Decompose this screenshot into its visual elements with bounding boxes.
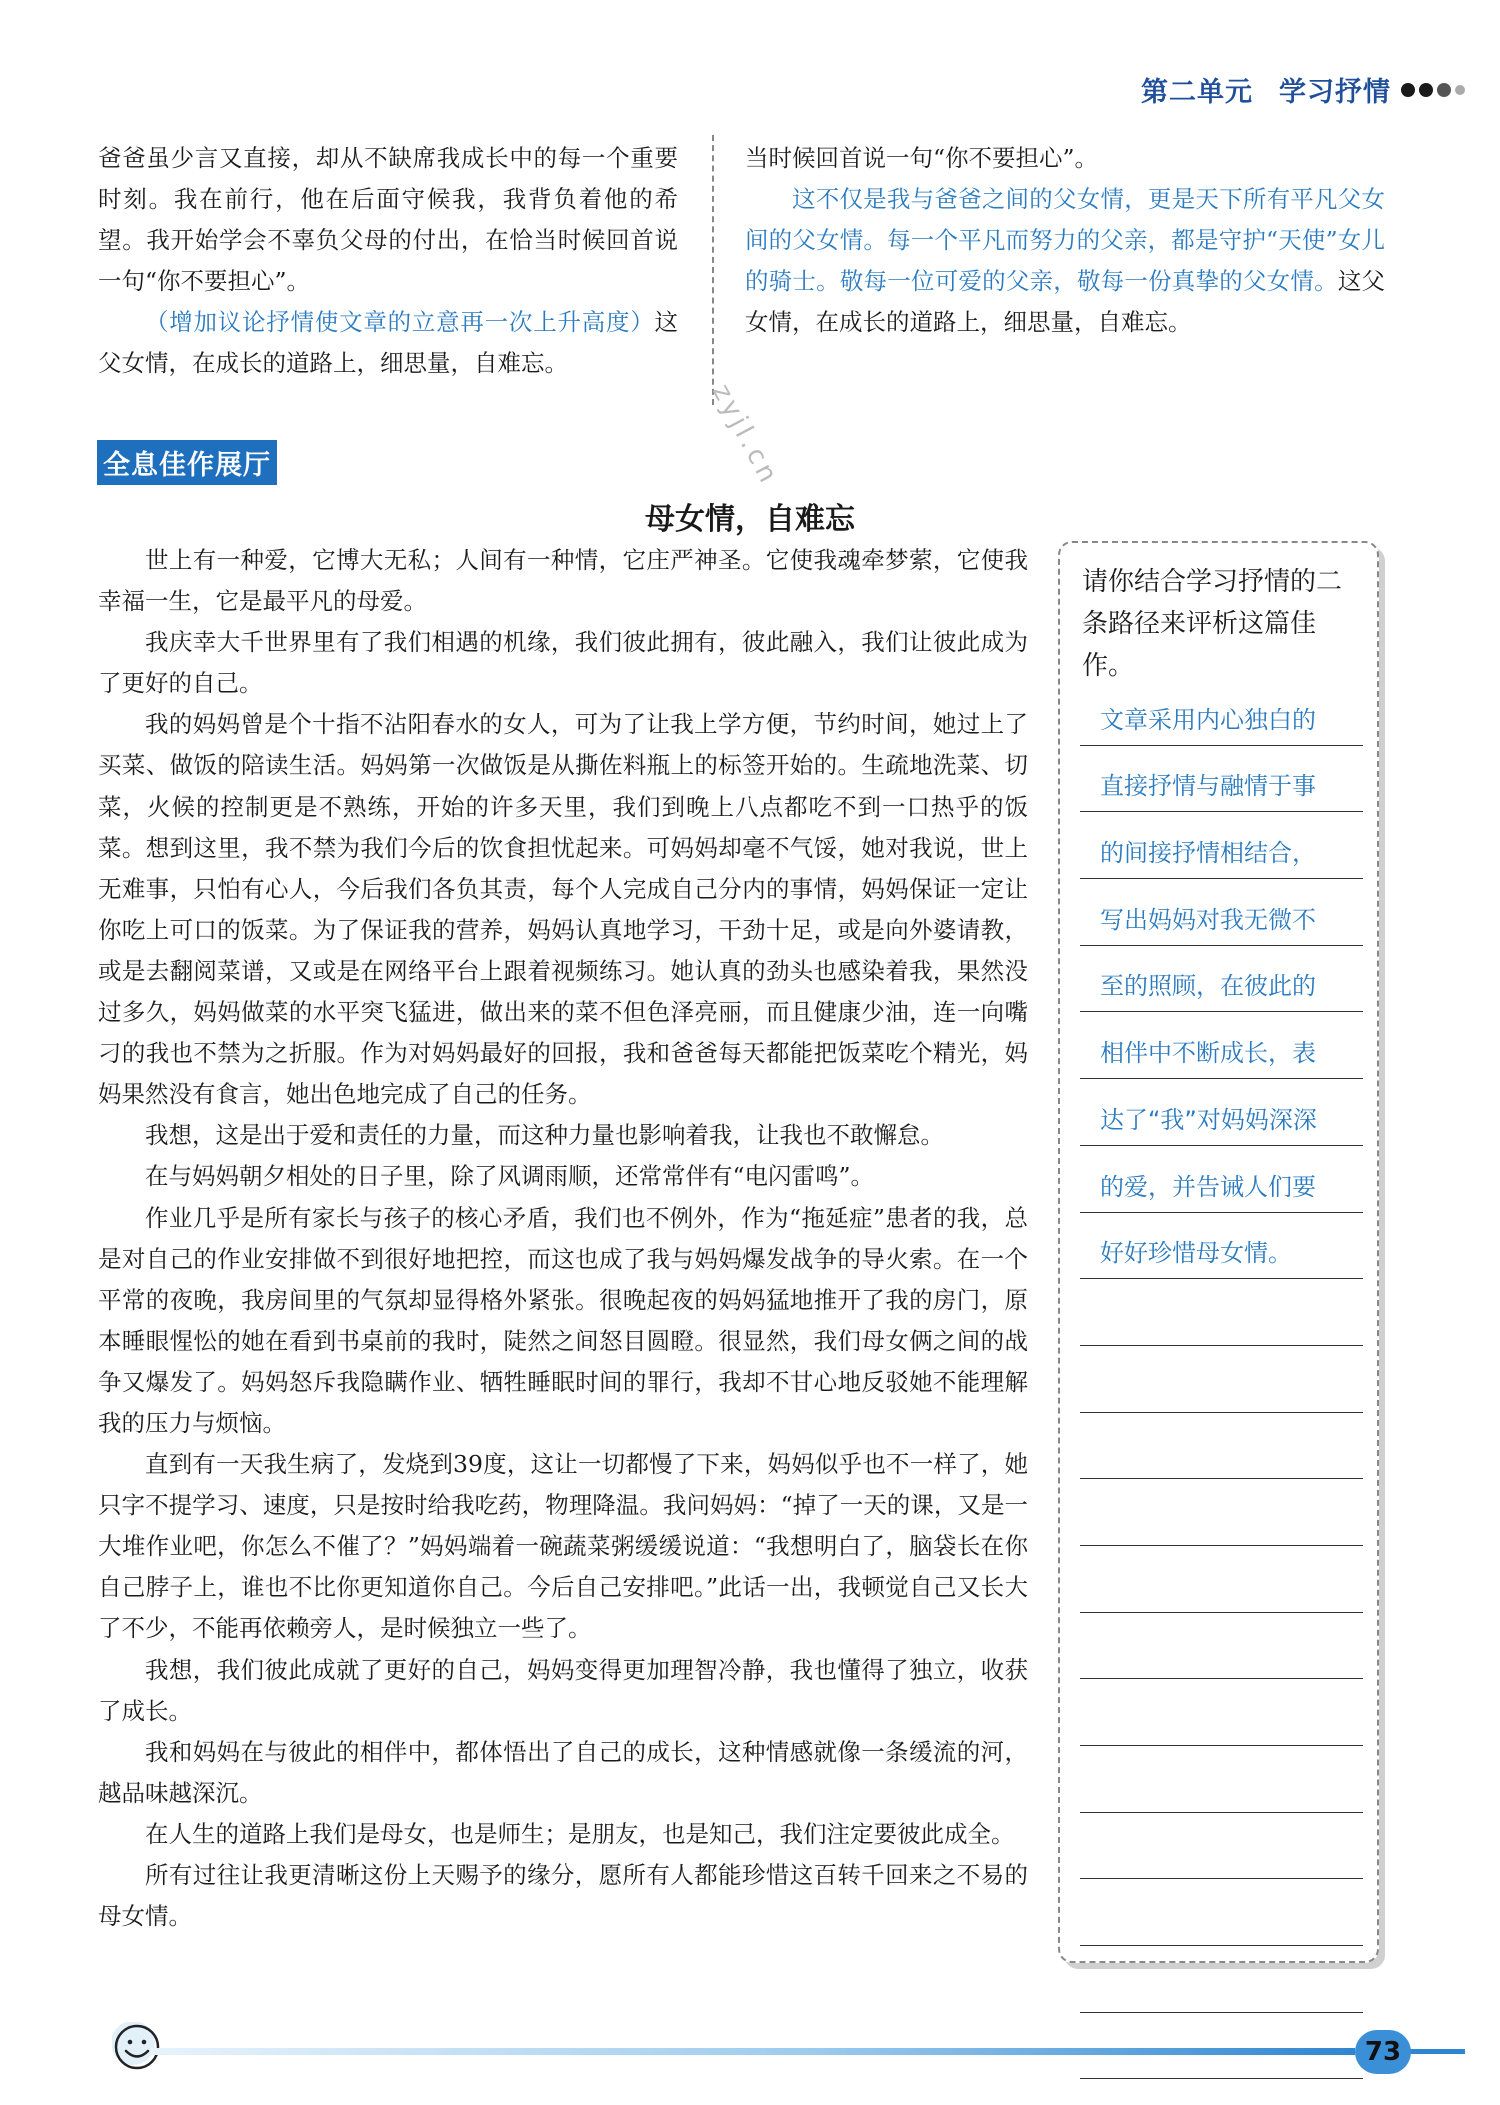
essay-paragraph: 我庆幸大千世界里有了我们相遇的机缘，我们彼此拥有，彼此融入，我们让彼此成为了更好的自己。: [98, 628, 1028, 698]
top-right-annotated-paragraph: [745, 179, 1385, 343]
essay-paragraph: 作业几乎是所有家长与孩子的核心矛盾，我们也不例外，作为“拖延症”患者的我，总是对自己的作业安排做不到很好地把控，而这也成了我与妈妈爆发战争的导火索。在一个平常的夜晚，我房间里的气氛却显得格外紧张。很晚起夜的妈妈猛地推开了我的房门，原本睡眼惺忪的她在看到书桌前的我时，陡然之间怒目圆瞪。很显然，我们母女俩之间的战争又爆发了。妈妈怒斥我隐瞒作业、牺牲睡眠时间的罪行，我却不甘心地反驳她不能理解我的压力与烦恼。: [98, 1203, 1028, 1437]
answer-line: [1080, 746, 1363, 813]
answer-line: [1080, 1879, 1363, 1946]
page-number: 73: [1355, 2030, 1411, 2074]
answer-line: [1080, 812, 1363, 879]
answer-text: 的间接抒情相结合，: [1100, 839, 1316, 868]
answer-line: [1080, 1213, 1363, 1280]
essay-paragraph: 我想，这是出于爱和责任的力量，而这种力量也影响着我，让我也不敢懈怠。: [145, 1121, 944, 1150]
answer-line: [1080, 946, 1363, 1013]
answer-line: [1080, 1613, 1363, 1680]
essay-body: [98, 540, 1028, 1937]
section-tag: 全息佳作展厅: [97, 440, 277, 485]
essay-paragraph: 我和妈妈在与彼此的相伴中，都体悟出了自己的成长，这种情感就像一条缓流的河，越品味越深沉。: [98, 1737, 1028, 1807]
answer-line: [1080, 1079, 1363, 1146]
answer-line: [1080, 1012, 1363, 1079]
answer-text: 写出妈妈对我无微不: [1100, 905, 1316, 934]
top-left-paragraph: 爸爸虽少言又直接，却从不缺席我成长中的每一个重要时刻。我在前行，他在后面守候我，我背负着他的希望。我开始学会不辜负父母的付出，在恰当时候回首说一句“你不要担心”。: [98, 144, 678, 295]
column-divider: [712, 135, 714, 405]
answer-text: 文章采用内心独白的: [1100, 705, 1316, 734]
watermark: zyjl.cn: [706, 379, 785, 491]
answer-line: [1080, 2013, 1363, 2080]
essay-paragraph: 所有过往让我更清晰这份上天赐予的缘分，愿所有人都能珍惜这百转千回来之不易的母女情。: [98, 1861, 1028, 1931]
unit-label: 第二单元: [1141, 77, 1253, 108]
answer-text: 直接抒情与融情于事: [1100, 772, 1316, 801]
top-left-annotated-paragraph: [98, 302, 678, 384]
commentary-question: 请你结合学习抒情的二条路径来评析这篇佳作。: [1082, 567, 1343, 681]
essay-paragraph: 我的妈妈曾是个十指不沾阳春水的女人，可为了让我上学方便，节约时间，她过上了买菜、做饭的陪读生活。妈妈第一次做饭是从撕佐料瓶上的标签开始的。生疏地洗菜、切菜，火候的控制更是不熟练，开始的许多天里，我们到晚上八点都吃不到一口热乎的饭菜。想到这里，我不禁为我们今后的饮食担忧起来。可妈妈却毫不气馁，她对我说，世上无难事，只怕有心人，今后我们各负其责，每个人完成自己分内的事情，妈妈保证一定让你吃上可口的饭菜。为了保证我的营养，妈妈认真地学习，干劲十足，或是向外婆请教，或是去翻阅菜谱，又或是在网络平台上跟着视频练习。她认真的劲头也感染着我，果然没过多久，妈妈做菜的水平突飞猛进，做出来的菜不但色泽亮丽，而且健康少油，连一向嘴刁的我也不禁为之折服。作为对妈妈最好的回报，我和爸爸每天都能把饭菜吃个精光，妈妈果然没有食言，她出色地完成了自己的任务。: [98, 710, 1028, 1109]
unit-topic: 学习抒情: [1279, 77, 1391, 108]
answer-text: 达了“我”对妈妈深深: [1100, 1105, 1317, 1134]
answer-line: [1080, 879, 1363, 946]
footer-bar-tail: [1410, 2049, 1465, 2054]
answer-lines: [1080, 679, 1363, 2079]
commentary-box: [1058, 541, 1379, 1963]
answer-text: 的爱，并告诫人们要: [1100, 1172, 1316, 1201]
answer-line: [1080, 1813, 1363, 1880]
answer-line: [1080, 1946, 1363, 2013]
top-right-column: [745, 138, 1385, 343]
answer-line: [1080, 1679, 1363, 1746]
answer-line: [1080, 679, 1363, 746]
header-dots-decoration: [1401, 83, 1465, 97]
answer-line: [1080, 1279, 1363, 1346]
top-right-paragraph: 当时候回首说一句“你不要担心”。: [745, 144, 1099, 172]
footer-bar: [150, 2048, 1355, 2055]
essay-paragraph: 在人生的道路上我们是母女，也是师生；是朋友，也是知己，我们注定要彼此成全。: [145, 1819, 1015, 1848]
answer-line: [1080, 1346, 1363, 1413]
answer-text: 至的照顾，在彼此的: [1100, 972, 1316, 1001]
essay-paragraph: 在与妈妈朝夕相处的日子里，除了风调雨顺，还常常伴有“电闪雷鸣”。: [145, 1162, 875, 1191]
annotation-text: 这父女情，在成长的道路上，细思量，自难忘。: [745, 267, 1386, 336]
answer-line: [1080, 1413, 1363, 1480]
annotation-text: 这父女情，在成长的道路上，细思量，自难忘。: [98, 308, 678, 377]
essay-paragraph: 世上有一种爱，它博大无私；人间有一种情，它庄严神圣。它使我魂牵梦萦，它使我幸福一生，它是最平凡的母爱。: [98, 546, 1028, 616]
essay-title: 母女情，自难忘: [645, 502, 855, 537]
answer-line: [1080, 1479, 1363, 1546]
essay-paragraph: 直到有一天我生病了，发烧到39度，这让一切都慢了下来，妈妈似乎也不一样了，她只字不提学习、速度，只是按时给我吃药，物理降温。我问妈妈：“掉了一天的课，又是一大堆作业吧，你怎么不催了？”妈妈端着一碗蔬菜粥缓缓说道：“我想明白了，脑袋长在你自己脖子上，谁也不比你更知道你自己。今后自己安排吧。”此话一出，我顿觉自己又长大了不少，不能再依赖旁人，是时候独立一些了。: [98, 1450, 1028, 1643]
answer-line: [1080, 1546, 1363, 1613]
smiley-icon: [112, 2022, 162, 2072]
answer-line: [1080, 1746, 1363, 1813]
annotation-note: （增加议论抒情使文章的立意再一次上升高度）: [145, 308, 655, 336]
essay-paragraph: 我想，我们彼此成就了更好的自己，妈妈变得更加理智冷静，我也懂得了独立，收获了成长。: [98, 1655, 1028, 1725]
answer-text: 好好珍惜母女情。: [1100, 1239, 1292, 1268]
answer-line: [1080, 1146, 1363, 1213]
top-left-column: [98, 138, 678, 384]
answer-text: 相伴中不断成长，表: [1100, 1039, 1316, 1068]
unit-header: [1141, 70, 1465, 109]
annotation-blue-text: 这不仅是我与爸爸之间的父女情，更是天下所有平凡父女间的父女情。每一个平凡而努力的父亲，都是守护“天使”女儿的骑士。敬每一位可爱的父亲，敬每一份真挚的父女情。: [745, 185, 1385, 295]
